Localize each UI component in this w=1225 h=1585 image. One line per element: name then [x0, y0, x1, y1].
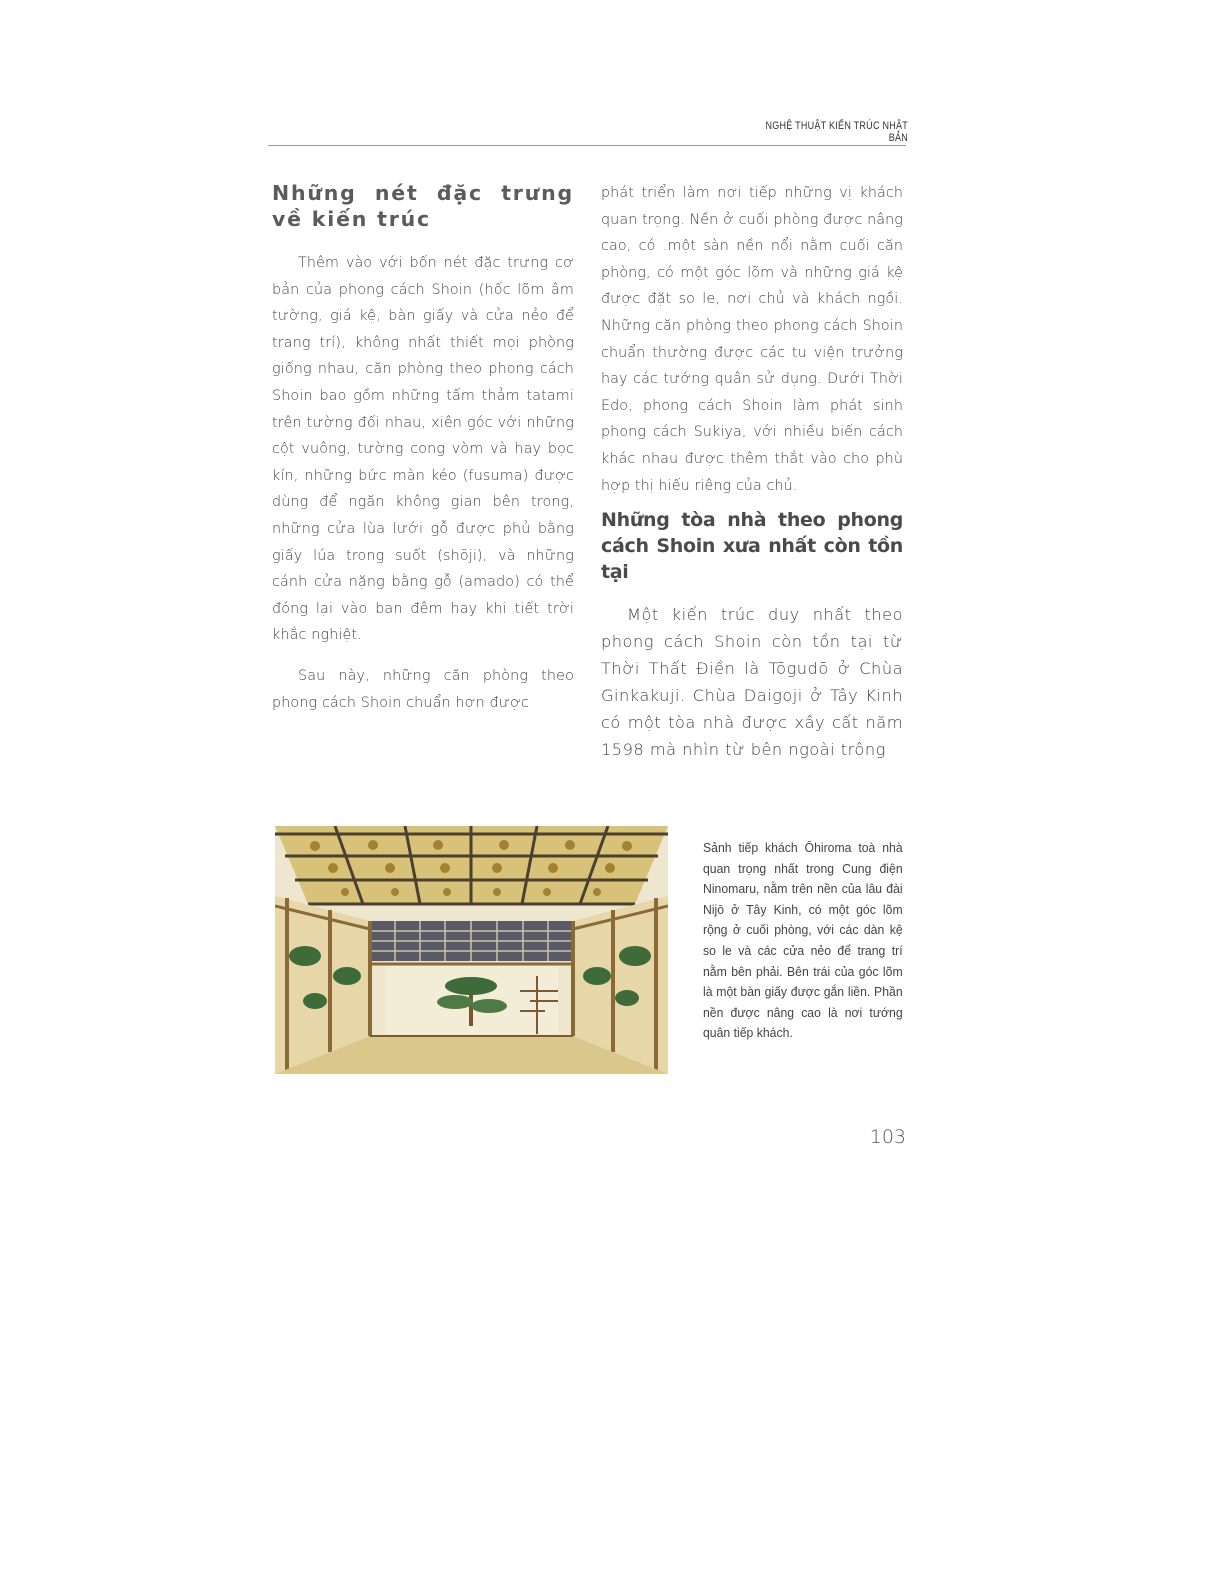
- left-paragraph-2: Sau này, những căn phòng theo phong cách Shoin chuẩn hơn được: [272, 667, 574, 711]
- header-rule: [268, 145, 906, 146]
- right-column: [601, 180, 903, 763]
- section-heading-oldest-buildings: Những tòa nhà theo phong cách Shoin xưa nhất còn tồn tại: [601, 509, 903, 584]
- right-paragraph-1: phát triển làm nơi tiếp những vị khách quan trọng. Nền ở cuối phòng được nâng cao, có .một sàn nền nổi nằm cuối căn phòng, có một góc lõm và những giá kệ được đặt so le, nơi chủ và khách ngồi. Những căn phòng theo phong cách Shoin chuẩn thường được các tu viện trưởng hay các tướng quân sử dụng. Dưới Thời Edo, phong cách Shoin làm phát sinh phong cách Sukiya, với nhiều biến cách khác nhau được thêm thắt vào cho phù hợp thị hiếu riêng của chủ.: [601, 185, 903, 494]
- left-column: [272, 180, 574, 716]
- left-paragraph-1: Thêm vào với bốn nét đặc trưng cơ bản của phong cách Shoin (hốc lõm âm tường, giá kệ, bàn giấy và cửa nẻo để trang trí), không nhất thiết mọi phòng giống nhau, căn phòng theo phong cách Shoin bao gồm những tấm thảm tatami trên tường đối nhau, xiên góc với những cột vuông, tường cong vòm và hay bọc kín, những bức màn kéo (fusuma) được dùng để ngăn không gian bên trong, những cửa lùa lưới gỗ được phủ bằng giấy lúa trong suốt (shōji), và những cánh cửa nặng bằng gỗ (amado) có thể đóng lại vào ban đêm hay khi tiết trời khắc nghiệt.: [272, 255, 574, 644]
- ohiroma-hall-illustration: [275, 826, 668, 1074]
- running-header: NGHỆ THUẬT KIẾN TRÚC NHẬT BẢN: [765, 120, 908, 144]
- figure-caption: Sảnh tiếp khách Ōhiroma toà nhà quan trọng nhất trong Cung điện Ninomaru, nằm trên nền của lâu đài Nijō ở Tây Kinh, có một góc lõm rộng ở cuối phòng, với các dàn kệ so le và các cửa nẻo để trang trí nằm bên phải. Bên trái của góc lõm là một bàn giấy được gắn liền. Phần nền được nâng cao là nơi tướng quân tiếp khách.: [703, 840, 903, 1041]
- right-paragraph-2: Một kiến trúc duy nhất theo phong cách Shoin còn tồn tại từ Thời Thất Điền là Tōgudō ở Chùa Ginkakuji. Chùa Daigoji ở Tây Kinh có một tòa nhà được xây cất năm 1598 mà nhìn từ bên ngoài trông: [601, 605, 903, 760]
- page-number: 103: [869, 1126, 906, 1148]
- section-heading-architecture: Những nét đặc trưng về kiến trúc: [272, 181, 574, 231]
